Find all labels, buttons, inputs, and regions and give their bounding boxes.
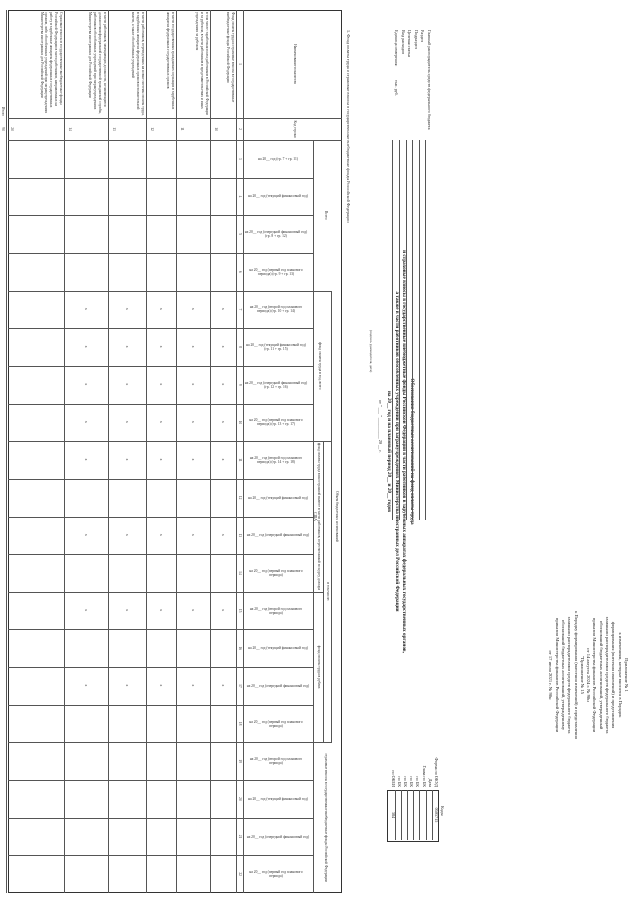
code-row-rule: [432, 790, 433, 840]
section-heading: 1. Фонд оплаты труда и страховые взносы в государственные внебюджетные фонды Российской Федерации: [346, 30, 351, 223]
group-incl-label: в том числе:: [326, 582, 330, 602]
col-header: на 20__ год (текущий финансовый год): [248, 495, 308, 500]
header-field-label: Целевая статья: [407, 30, 413, 57]
x-mark: x: [191, 307, 196, 310]
col-number: 8: [238, 346, 243, 348]
x-mark: x: [191, 684, 196, 687]
x-mark: x: [84, 684, 89, 687]
x-mark: x: [191, 609, 196, 612]
annex-line: обоснований бюджетных ассигнований, утвержденному: [561, 619, 566, 731]
code-label: Глава по БК: [421, 765, 427, 787]
x-mark: x: [159, 307, 164, 310]
col-divider: [8, 855, 314, 856]
code-label: по ОКЕИ: [390, 770, 396, 787]
col-number: 1: [238, 63, 243, 65]
col-number: 20: [238, 797, 243, 801]
col-header: на 20__ год (текущий финансовый год): [248, 646, 308, 651]
col-divider: [8, 479, 314, 480]
x-mark: x: [221, 458, 226, 461]
header-field-rule: [419, 140, 420, 520]
col-name-header: Наименование показателя: [293, 44, 297, 84]
header-field-rule: [399, 140, 400, 520]
group-foreign-label: фонд оплаты труда в иностранной валюте в части работников, пересчитанный по курсу доллара США: [313, 442, 321, 591]
row-rule: [146, 10, 147, 893]
x-mark: x: [221, 684, 226, 687]
col-divider: [8, 441, 332, 442]
x-mark: x: [221, 345, 226, 348]
col-divider: [8, 215, 314, 216]
col-header: на 20__ год (первый год планового периода) (гр. 13 + гр. 17): [249, 418, 303, 427]
col-header: на 20__ год (второй год планового периода) (гр. 10 + гр. 14): [249, 305, 303, 314]
x-mark: x: [159, 609, 164, 612]
annex-line: обоснований бюджетных ассигнований, утвержденный: [598, 620, 604, 730]
code-row-rule: [413, 790, 414, 840]
group-ins-label: страховые взносы в государственные внебюджетные фонды Российской Федерации: [324, 753, 328, 882]
col-divider: [8, 592, 324, 593]
group-total-label: Всего: [324, 210, 328, 220]
row-code: 14: [68, 127, 72, 131]
row-rule: [6, 10, 7, 893]
group-obosn-label: Объем бюджетных ассигнований: [335, 491, 339, 542]
header-field-rule: [406, 140, 407, 520]
code-row-rule: [426, 790, 427, 840]
col-header: на 20__ год (гр. 7 + гр. 11): [258, 156, 298, 161]
annex-line: от 14 августа 2024 г. № 98н: [586, 648, 592, 702]
code-label: по БК: [415, 776, 421, 787]
annex-line: к изменениям, которые вносятся в Порядок: [617, 632, 623, 718]
header-field-label: Главный распорядитель средств федерального бюджета: [427, 30, 432, 130]
x-mark: x: [125, 420, 130, 423]
x-mark: x: [159, 420, 164, 423]
date-line: от " ___ " __________ 20 __ г.: [378, 400, 383, 453]
row-label: в части работников, замещающих должности, не являющиеся должностями федеральной государственной гражданской службы, работников обособленных учреждений при загранучреждениях Министерства иностранных дел Российской Федерации: [88, 12, 107, 114]
header-rule: [331, 291, 332, 743]
header-field-rule: [412, 140, 413, 520]
col-divider: [8, 328, 314, 329]
row-rule: [108, 10, 109, 893]
header-rule: [236, 10, 237, 893]
col-number: 21: [238, 834, 243, 839]
x-mark: x: [159, 345, 164, 348]
annex-line: главными распорядителями средств федерального бюджета: [605, 616, 611, 734]
x-mark: x: [84, 345, 89, 348]
code-label: Дата: [427, 778, 433, 787]
col-number: 7: [238, 308, 243, 311]
x-mark: x: [221, 420, 226, 423]
col-number: 17: [238, 684, 243, 688]
row-label: в части работников, переведенных на новые системы оплаты труда, в зарубежных аппаратах федеральных органов исполнительной власти, а также обособленных учреждений: [131, 12, 145, 116]
col-divider: [8, 705, 314, 706]
col-number: 16: [238, 646, 243, 651]
col-number: 19: [238, 759, 243, 763]
row-code: 20: [10, 127, 14, 131]
col-divider: [8, 253, 314, 254]
col-number: 9: [238, 383, 243, 386]
total-code: 90: [1, 127, 5, 131]
col-header: на 20__ год (очередной финансовый год): [246, 834, 310, 839]
col-divider: [8, 780, 314, 781]
x-mark: x: [84, 458, 89, 461]
annex-line: главными распорядителями средств федерального бюджета: [567, 616, 573, 734]
x-mark: x: [159, 533, 164, 536]
col-divider: [8, 404, 314, 405]
title-line: и страховые взносы в государственные внебюджетные фонды Российской Федерации в части работников в зарубежных аппаратах федеральных государственных органов,: [401, 250, 408, 653]
x-mark: x: [191, 383, 196, 386]
row-rule: [176, 10, 177, 893]
col-number: 12: [238, 495, 243, 500]
col-number: 22: [238, 872, 243, 876]
col-divider: [8, 140, 342, 141]
col-number: 3: [238, 157, 243, 160]
col-divider: [8, 517, 314, 518]
title-line: Обоснования бюджетных ассигнований на фонд оплаты труда: [409, 378, 415, 525]
code-label: по БК: [396, 776, 402, 787]
group-fot-label: фонд оплаты труда в год, всего: [318, 342, 322, 390]
x-mark: x: [84, 533, 89, 536]
col-number: 13: [238, 533, 243, 538]
col-number: 6: [238, 270, 243, 273]
col-header: на 20__ год (первый год планового периода): [249, 568, 303, 577]
col-header: на 20__ год (первый год планового периода) (гр. 9 + гр. 13): [249, 267, 303, 276]
x-mark: x: [159, 684, 164, 687]
code-row-rule: [419, 790, 420, 840]
annex-line: от 17 июля 2021 г. № 98н: [548, 650, 554, 700]
x-mark: x: [221, 307, 226, 310]
x-mark: x: [84, 609, 89, 612]
col-divider: [8, 554, 314, 555]
col-header: на 20__ год (очередной финансовый год) (гр. 8 + гр. 12): [244, 230, 308, 239]
x-mark: x: [84, 383, 89, 386]
x-mark: x: [125, 609, 130, 612]
row-label: в том числе: заработная плата работников в Российской Федерации и за рубежом, в части работников в представительствах и иных учреждениях за рубежом: [195, 12, 209, 116]
col-header: на 20__ год (очередной финансовый год): [246, 683, 310, 688]
header-rule: [323, 441, 324, 742]
row-label: Фонд оплаты труда и страховые взносы в государственные внебюджетные фонды Российской Федерации: [226, 12, 235, 103]
col-number: 5: [238, 233, 243, 236]
x-mark: x: [125, 345, 130, 348]
col-code-header: Код строки: [293, 120, 297, 138]
col-divider: [8, 118, 342, 119]
total-label: Итого: [1, 106, 5, 116]
row-code: 13: [112, 127, 116, 131]
row-code: 10: [214, 127, 218, 131]
annex-line: Приложение № 1: [624, 658, 629, 692]
code-value: 0505715: [434, 807, 439, 823]
col-number: 14: [238, 571, 243, 575]
codes-header: Коды: [440, 806, 445, 816]
x-mark: x: [191, 420, 196, 423]
header-field-rule: [393, 140, 394, 520]
header-field-label: Раздел: [420, 30, 426, 42]
row-code: 11: [180, 127, 184, 131]
col-divider: [8, 366, 314, 367]
group-rub-label: фонд оплаты труда в рублях: [317, 645, 321, 689]
x-mark: x: [84, 420, 89, 423]
row-label: Страховые взносы в государственные внебюджетные фонды Российской Федерации в части работников, направленных на работу в зарубежные аппараты федеральных государственных органов, либо обособленных учреждений при загранучреждениях Министерства иностранных дел Российской Федерации: [39, 12, 63, 114]
x-mark: x: [84, 307, 89, 310]
row-rule: [64, 10, 65, 893]
title-line: а также в части работников обособленных учреждений при загранучреждениях Министерства иностранных дел Российской Федерации: [394, 291, 400, 612]
x-mark: x: [221, 383, 226, 386]
annex-line: к Порядку формирования (внесения изменений) и представления: [573, 611, 579, 739]
col-divider: [8, 629, 314, 630]
col-header: на 20__ год (очередной финансовый год) (гр. 12 + гр. 16): [244, 380, 308, 389]
row-rule: [210, 10, 211, 893]
code-label: по БК: [409, 776, 415, 787]
row-code: 12: [150, 127, 154, 131]
header-field-rule: [426, 140, 427, 520]
x-mark: x: [125, 458, 130, 461]
col-divider: [8, 667, 314, 668]
date-note: (подпись руководителя, дата): [369, 330, 373, 373]
annex-line: "Приложение № 15: [579, 656, 585, 694]
x-mark: x: [221, 609, 226, 612]
unit-value: тыс. руб.: [394, 80, 399, 96]
code-label: Форма по ОКУД: [434, 757, 439, 787]
header-field-label: Вид расходов: [400, 30, 406, 55]
x-mark: x: [221, 533, 226, 536]
col-header: на 20__ год (первый год планового периода): [249, 870, 303, 879]
annex-line: приказом Министерства финансов Российской Федерации: [592, 617, 598, 733]
header-field-label: Единица измерения:: [394, 30, 399, 67]
annex-line: формирования (внесения изменений) и представления: [611, 621, 617, 729]
col-number: 15: [238, 608, 243, 613]
col-divider: [8, 742, 332, 743]
row-label: в части государственных гражданских служащих в зарубежных аппаратах федеральных государственных органов: [166, 12, 175, 110]
x-mark: x: [191, 533, 196, 536]
col-header: на 20__ год (текущий финансовый год): [248, 796, 308, 801]
code-row-rule: [407, 790, 408, 840]
col-number: 4: [238, 195, 243, 198]
col-divider: [8, 178, 314, 179]
col-divider: [8, 818, 314, 819]
x-mark: x: [159, 458, 164, 461]
col-number: 18: [238, 721, 243, 726]
code-row-rule: [401, 790, 402, 840]
col-header: на 20__ год (второй год планового периода) (гр. 14 + гр. 18): [249, 456, 303, 465]
code-label: по БК: [403, 776, 408, 787]
x-mark: x: [125, 383, 130, 386]
col-header: на 20__ год (текущий финансовый год): [248, 194, 308, 199]
col-header: на 20__ год (второй год планового периода): [249, 757, 303, 766]
x-mark: x: [191, 345, 196, 348]
col-number: 10: [238, 420, 243, 425]
title-line: на 20__ год и на плановый период 20__ и 20__ годов: [386, 390, 393, 513]
x-mark: x: [125, 533, 130, 536]
annex-line: приказом Министерства финансов Российской Федерации: [554, 617, 560, 733]
col-header: на 20__ год (первый год планового периода): [249, 719, 303, 728]
col-number: 11: [238, 458, 243, 462]
x-mark: x: [159, 383, 164, 386]
col-header: на 20__ год (текущий финансовый год) (гр. 11 + гр. 15): [246, 343, 306, 352]
x-mark: x: [191, 458, 196, 461]
code-value: 384: [390, 811, 396, 819]
header-field-label: Подраздел: [413, 30, 419, 49]
col-number: 2: [238, 128, 243, 130]
col-header: на 20__ год (второй год планового периода): [249, 606, 303, 615]
col-header: на 20__ год (очередной финансовый год): [246, 533, 310, 538]
col-divider: [8, 291, 332, 292]
x-mark: x: [125, 307, 130, 310]
x-mark: x: [125, 684, 130, 687]
